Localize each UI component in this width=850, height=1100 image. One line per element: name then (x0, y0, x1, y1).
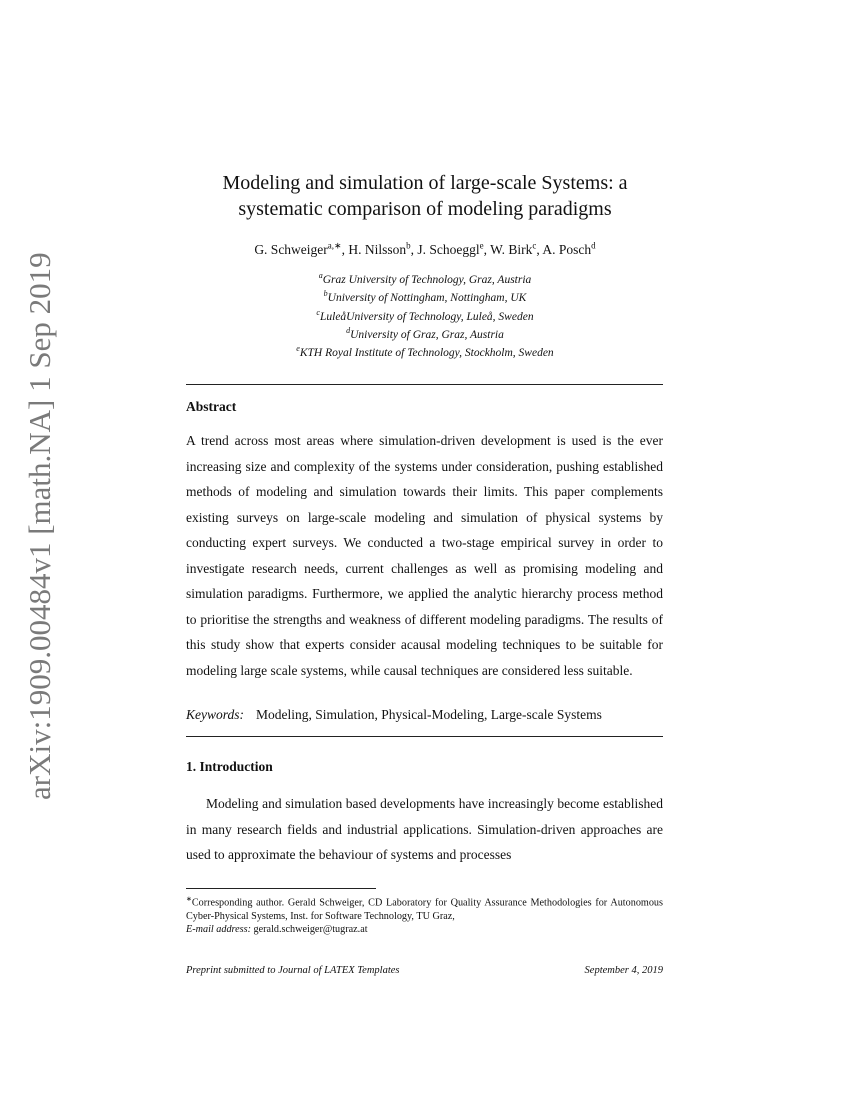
intro-paragraph: Modeling and simulation based developments have increasingly become established in many research fields and industrial applications. Simulation-driven approaches are used to approximate the behaviour of systems and processes (186, 796, 663, 862)
arxiv-stamp: arXiv:1909.00484v1 [math.NA] 1 Sep 2019 (22, 252, 57, 800)
affiliation: $^c$LuleåUniversity of Technology, Luleå, Sweden (316, 307, 534, 323)
affiliation: $^a$Graz University of Technology, Graz, Austria (318, 271, 532, 286)
author: W. Birk$^c$, (490, 240, 543, 257)
author: H. Nilsson$^b$, (348, 240, 418, 257)
footnote-rule (186, 888, 376, 889)
abstract-bottom-rule (186, 736, 663, 737)
author-list (150, 240, 700, 258)
title-line-2: systematic comparison of modeling paradigms (238, 198, 612, 220)
affiliation: $^e$KTH Royal Institute of Technology, Stockholm, Sweden (296, 344, 554, 360)
keywords-label: Keywords: (186, 707, 244, 722)
abstract-text: A trend across most areas where simulation-driven development is used is the ever increasing size and complexity of the systems under consideration, pushing established methods of modeling and simulation towards their limits. This paper complements existing surveys on large-scale modeling and simulation of physical systems by conducting expert surveys. We conducted a two-stage empirical survey in order to investigate research needs, current challenges as well as promising modeling and simulation paradigms. Furthermore, we applied the analytic hierarchy process method to prioritise the strengths and weakness of different modeling paradigms. The results of this study show that experts consider acausal modeling techniques to be suitable for modeling large scale systems, while causal techniques are considered less suitable. (186, 433, 663, 678)
author: J. Schoeggl$^e$, (417, 240, 491, 257)
abstract-heading: Abstract (186, 399, 237, 414)
email-address[interactable]: gerald.schweiger@tugraz.at (253, 924, 368, 936)
preprint-note: Preprint submitted to Journal of LATEX Templates (186, 965, 400, 976)
email-label: E-mail address: (186, 924, 251, 936)
submission-date: September 4, 2019 (584, 965, 663, 976)
author: A. Posch$^d$ (542, 240, 596, 257)
section-heading: 1. Introduction (186, 759, 273, 774)
affiliation-list (150, 269, 700, 361)
footnote-text: Corresponding author. Gerald Schweiger, CD Laboratory for Quality Assurance Methodologies for Autonomous Cyber-Physical Systems, Inst. for Software Technology, TU Graz, (186, 897, 663, 922)
author: G. Schweiger$^{a,∗}$, (254, 240, 349, 257)
keywords (186, 707, 602, 723)
title-line-1: Modeling and simulation of large-scale Systems: a (222, 172, 628, 194)
footnote: ∗Corresponding author. Gerald Schweiger, CD Laboratory for Quality Assurance Methodologies for Autonomous Cyber-Physical Systems, Inst. for Software Technology, TU Graz, E-mail address: gerald.schweiger@tugraz.at (186, 895, 663, 936)
affiliation: $^b$University of Nottingham, Nottingham, UK (323, 289, 527, 305)
affiliation: $^d$University of Graz, Graz, Austria (346, 325, 504, 341)
paper-title (150, 170, 700, 222)
abstract-top-rule (186, 384, 663, 385)
keywords-text: Modeling, Simulation, Physical-Modeling, Large-scale Systems (256, 707, 602, 722)
